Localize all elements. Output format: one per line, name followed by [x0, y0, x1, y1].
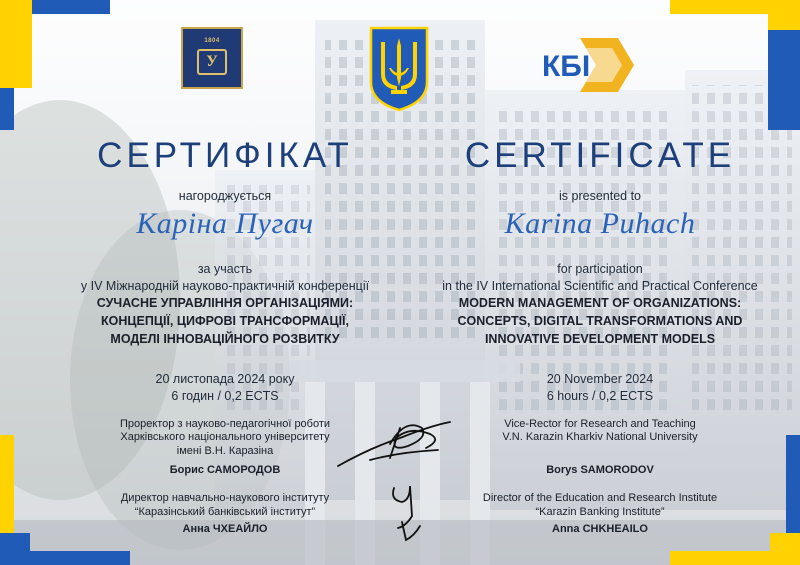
en-conference-text: in the IV International Scientific and Practical Conference	[442, 279, 758, 293]
ua-date: 20 листопада 2024 року	[155, 372, 295, 386]
english-column	[410, 0, 790, 565]
en-topic-line-3: INNOVATIVE DEVELOPMENT MODELS	[484, 332, 716, 346]
university-logo-year: 1804	[204, 38, 220, 44]
ua-title: СЕРТИФІКАТ	[97, 136, 353, 175]
ua-for-participation: за участь	[197, 262, 253, 276]
kbi-logo-text: КБІ	[542, 50, 591, 83]
ua-signer1-role-line-2: Харківського національного університету	[120, 431, 330, 443]
en-title: CERTIFICATE	[464, 136, 736, 175]
signature-samorodov	[330, 408, 470, 478]
university-shield-icon: У	[197, 49, 227, 75]
ua-signer1-role-line-3: імені В.Н. Каразіна	[176, 445, 274, 457]
en-signer1-role-line-1: Vice-Rector for Research and Teaching	[504, 418, 696, 430]
ua-topic-line-1: СУЧАСНЕ УПРАВЛІННЯ ОРГАНІЗАЦІЯМИ:	[96, 296, 354, 310]
en-signer1-role-line-2: V.N. Karazin Kharkiv National University	[502, 431, 698, 443]
en-credits: 6 hours / 0,2 ECTS	[546, 389, 654, 403]
ua-awardee-name: Каріна Пугач	[136, 207, 314, 240]
en-date: 20 November 2024	[546, 372, 654, 386]
ua-topic-line-3: МОДЕЛІ ІННОВАЦІЙНОГО РОЗВИТКУ	[110, 332, 340, 346]
ua-awarded-text: нагороджується	[178, 189, 272, 203]
ua-topic-line-2: КОНЦЕПЦІЇ, ЦИФРОВІ ТРАНСФОРМАЦІЇ,	[101, 314, 349, 328]
en-topic-line-1: MODERN MANAGEMENT OF ORGANIZATIONS:	[458, 296, 742, 310]
en-awarded-text: is presented to	[559, 189, 641, 203]
ua-signer1-name: Борис САМОРОДОВ	[169, 464, 281, 476]
en-awardee-name: Karina Puhach	[504, 207, 696, 240]
en-signer2-role-line-2: “Karazin Banking Institute”	[535, 506, 665, 518]
ua-signer2-name: Анна ЧХЕАЙЛО	[182, 523, 268, 535]
en-for-participation: for participation	[557, 262, 643, 276]
ukrainian-column	[30, 0, 420, 565]
en-signer2-role-line-1: Director of the Education and Research Institute	[482, 492, 718, 504]
ua-signer1-role-line-1: Проректор з науково-педагогічної роботи	[119, 418, 331, 430]
en-topic-line-2: CONCEPTS, DIGITAL TRANSFORMATIONS AND	[457, 314, 743, 328]
signature-chkheailo	[380, 478, 440, 548]
ua-signer2-role-line-1: Директор навчально-наукового інституту	[120, 492, 330, 504]
en-signer2-name: Anna CHKHEAILO	[552, 523, 648, 535]
ua-signer2-role-line-2: “Каразінський банківський інститут”	[134, 506, 316, 518]
ua-credits: 6 годин / 0,2 ECTS	[171, 389, 279, 403]
ua-conference-text: у IV Міжнародній науково-практичній конференції	[80, 279, 370, 293]
en-signer1-name: Borys SAMORODOV	[546, 464, 654, 476]
